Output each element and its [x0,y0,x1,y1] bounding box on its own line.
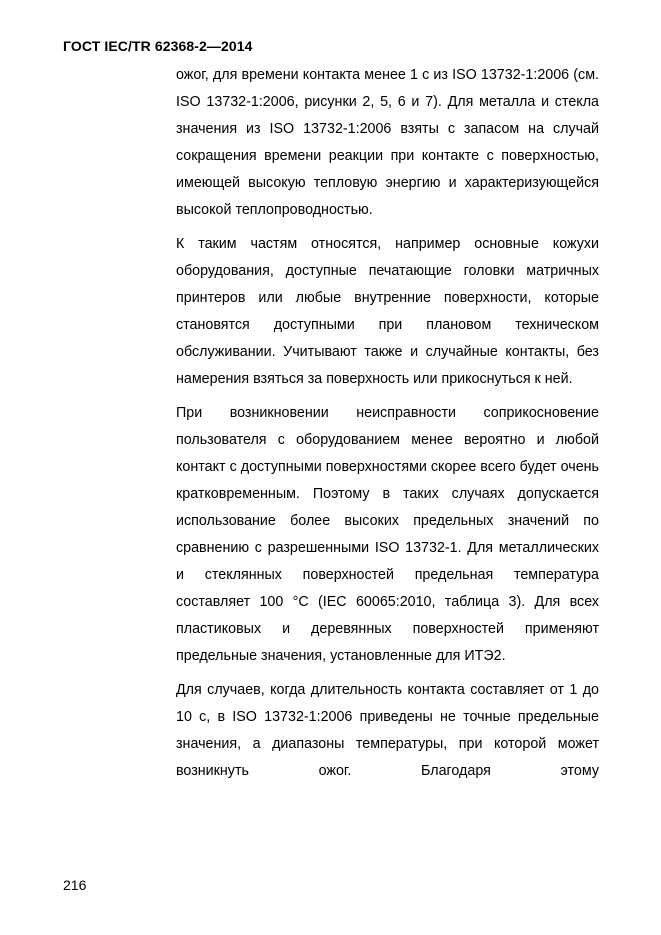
paragraph-continuation: ожог, для времени контакта менее 1 с из ISO 13732-1:2006 (см. ISO 13732-1:2006, рисунки 2, 5, 6 и 7). Для металла и стекла значения из ISO 13732-1:2006 взяты с запасом на случай сокращения времени реакции при контакте с поверхностью, имеющей высокую тепловую энергию и характеризующейся высокой теплопроводностью. [176,67,599,218]
body-text [176,62,599,785]
paragraph-fault-conditions: При возникновении неисправности соприкосновение пользователя с оборудованием менее вероятно и любой контакт с доступными поверхностями скорее всего будет очень кратковременным. Поэтому в таких случаях допускается использование более высоких предельных значений по сравнению с разрешенными ISO 13732-1. Для металлических и стеклянных поверхностей предельная температура составляет 100 °C (IEC 60065:2010, таблица 3). Для всех пластиковых и деревянных поверхностей применяют предельные значения, установленные для ИТЭ2. [176,405,599,664]
paragraph-parts: К таким частям относятся, например основные кожухи оборудования, доступные печатающие головки матричных принтеров или любые внутренние поверхности, которые становятся доступными при плановом техническом обслуживании. Учитывают также и случайные контакты, без намерения взяться за поверхность или прикоснуться к ней. [176,236,599,387]
document-header: ГОСТ IEC/TR 62368-2—2014 [63,38,253,54]
paragraph-contact-duration: Для случаев, когда длительность контакта составляет от 1 до 10 с, в ISO 13732-1:2006 приведены не точные предельные значения, а диапазоны температуры, при которой может возникнуть ожог. Благодаря этому [176,682,599,779]
page-number: 216 [63,877,87,893]
